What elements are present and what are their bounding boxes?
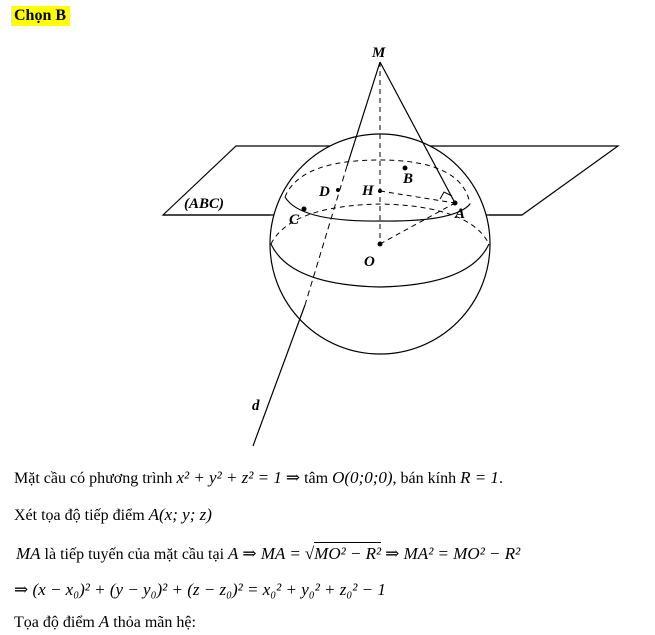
label-h: H bbox=[362, 183, 374, 199]
point-d bbox=[336, 188, 340, 192]
implies-arrow: ⇒ bbox=[285, 468, 301, 487]
answer-badge: Chọn B bbox=[11, 6, 70, 26]
line2-text-a: Xét tọa độ tiếp điểm bbox=[14, 507, 145, 524]
line1-text-b: tâm bbox=[304, 470, 329, 487]
label-c: C bbox=[289, 212, 300, 228]
point-b bbox=[403, 166, 408, 171]
line3-text-a: là tiếp tuyến của mặt cầu tại bbox=[44, 546, 225, 563]
line5-text-b: thỏa mãn hệ: bbox=[113, 614, 196, 631]
label-b: B bbox=[403, 171, 414, 187]
line1-text-d: . bbox=[498, 470, 503, 487]
label-d: D bbox=[319, 184, 330, 200]
point-h bbox=[378, 189, 382, 193]
point-a-symbol: A bbox=[98, 612, 110, 631]
label-m: M bbox=[372, 45, 386, 61]
line1-text-c: , bán kính bbox=[392, 470, 457, 487]
text-line-1 bbox=[14, 468, 503, 488]
line1-text-a: Mặt cầu có phương trình bbox=[14, 470, 173, 487]
text-line-3 bbox=[16, 544, 520, 564]
label-o: O bbox=[364, 254, 375, 270]
radius-value: R = 1 bbox=[460, 468, 499, 487]
distance-equation: ⇒ (x − x₀)² + (y − y₀)² + (z − z₀)² = x₀² + y₀² + z₀² − 1 bbox=[14, 580, 386, 599]
line-d-lower bbox=[253, 305, 305, 446]
sqrt-content: MO² − R² bbox=[314, 544, 382, 563]
ma-expr-1: A ⇒ MA = bbox=[228, 544, 301, 563]
label-line-d: d bbox=[252, 398, 260, 414]
center-value: O(0;0;0) bbox=[332, 468, 393, 487]
label-plane: (ABC) bbox=[184, 196, 225, 212]
text-line-4 bbox=[14, 580, 386, 600]
line5-text-a: Tọa độ điểm bbox=[14, 614, 95, 631]
point-a bbox=[453, 201, 458, 206]
ma-label: MA bbox=[16, 544, 41, 563]
text-line-5 bbox=[14, 612, 196, 632]
ma-expr-2: ⇒ MA² = MO² − R² bbox=[385, 544, 521, 563]
point-o bbox=[378, 242, 383, 247]
point-c bbox=[302, 207, 307, 212]
text-line-2 bbox=[14, 505, 212, 525]
sphere-equation: x² + y² + z² = 1 bbox=[176, 468, 282, 487]
tangent-point: A(x; y; z) bbox=[148, 505, 212, 524]
sqrt-sign: √ bbox=[304, 544, 315, 563]
label-a: A bbox=[455, 206, 466, 222]
